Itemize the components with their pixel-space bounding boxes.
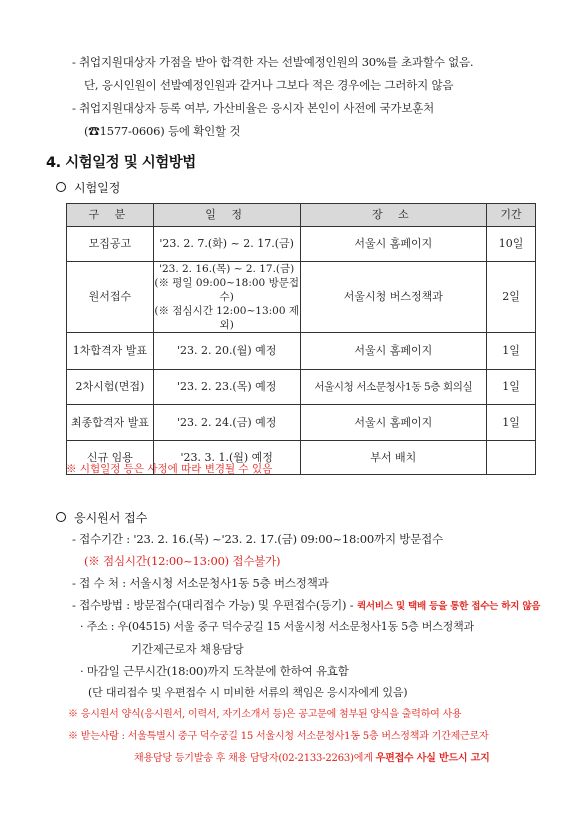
row-dates: '23. 3. 1.(월) 예정 — [153, 441, 300, 475]
table-header-row — [67, 204, 536, 227]
row-dates-line: (※ 평일 09:00~18:00 방문접수) — [154, 277, 299, 303]
row-place: 서울시 홈페이지 — [300, 227, 487, 262]
application-place: - 접 수 처 : 서울시청 서소문청사1동 5층 버스정책과 — [72, 576, 329, 590]
row-dates-line: (※ 점심시간 12:00~13:00 제외) — [154, 305, 299, 331]
method-warning: 퀵서비스 및 택배 등을 통한 접수는 하지 않음 — [356, 601, 541, 612]
row-dates: '23. 2. 23.(목) 예정 — [153, 370, 300, 405]
header-category: 구 분 — [67, 204, 154, 227]
address-line-1: · 주소 : 우(04515) 서울 중구 덕수궁길 15 서울시청 서소문청사1동 5층 버스정책과 — [80, 620, 474, 633]
section-4-title: 4. 시험일정 및 시험방법 — [46, 155, 196, 171]
row-dates: '23. 2. 20.(월) 예정 — [153, 333, 300, 370]
row-dates-line: '23. 2. 16.(목) ~ 2. 17.(금) — [159, 263, 295, 275]
circle-bullet-icon — [56, 182, 66, 192]
schedule-table — [66, 203, 536, 475]
form-note: ※ 응시원서 양식(응시원서, 이력서, 자기소개서 등)은 공고문에 첨부된 양식을 출력하여 사용 — [68, 709, 462, 720]
table-row — [67, 405, 536, 441]
row-place: 부서 배치 — [300, 441, 487, 475]
row-place: 서울시 홈페이지 — [300, 405, 487, 441]
intro-bullet-1-line-2: 단, 응시인원이 선발예정인원과 같거나 그보다 적은 경우에는 그러하지 않음 — [84, 78, 454, 92]
deadline-line: · 마감일 근무시간(18:00)까지 도착분에 한하여 유효함 — [80, 664, 349, 678]
header-dates: 일 정 — [153, 204, 300, 227]
recipient-line-2-text: 채용담당 등기발송 후 채용 담당자(02-2133-2263)에게 — [134, 753, 373, 764]
row-period: 2일 — [487, 262, 536, 333]
application-method — [72, 597, 540, 615]
row-category: 모집공고 — [67, 227, 154, 262]
address-line-2: 기간제근로자 채용담당 — [131, 642, 244, 656]
row-period: 1일 — [487, 405, 536, 441]
intro-bullet-1-line-1: - 취업지원대상자 가점을 받아 합격한 자는 선발예정인원의 30%를 초과할수 없음. — [72, 55, 474, 69]
circle-bullet-icon — [56, 512, 66, 522]
application-method-text: - 접수방법 : 방문접수(대리접수 가능) 및 우편접수(등기) - — [72, 598, 354, 612]
header-period: 기간 — [487, 204, 536, 227]
row-category: 원서접수 — [67, 262, 154, 333]
application-period: - 접수기간 : '23. 2. 16.(목) ~'23. 2. 17.(금) 09:00~18:00까지 방문접수 — [72, 532, 443, 546]
row-period — [487, 441, 536, 475]
application-heading — [56, 509, 147, 526]
intro-bullet-2-line-1: - 취업지원대상자 등록 여부, 가산비율은 응시자 본인이 사전에 국가보훈처 — [72, 101, 435, 115]
intro-bullet-2-line-2: (☎1577-0606) 등에 확인할 것 — [84, 124, 241, 138]
lunch-note: (※ 점심시간(12:00~13:00) 접수불가) — [84, 554, 281, 568]
recipient-line-1: ※ 받는사람 : 서울특별시 중구 덕수궁길 15 서울시청 서소문청사1동 5층 버스정책과 기간제근로자 — [68, 731, 489, 742]
table-row — [67, 333, 536, 370]
application-heading-label: 응시원서 접수 — [74, 511, 148, 525]
row-period: 10일 — [487, 227, 536, 262]
row-dates — [153, 262, 300, 333]
row-category: 1차합격자 발표 — [67, 333, 154, 370]
deadline-note: (단 대리접수 및 우편접수 시 미비한 서류의 책임은 응시자에게 있음) — [88, 686, 408, 699]
row-category: 2차시험(면접) — [67, 370, 154, 405]
recipient-line-2 — [134, 751, 490, 767]
schedule-heading — [56, 179, 120, 196]
row-period: 1일 — [487, 370, 536, 405]
row-place: 서울시청 서소문청사1동 5층 회의실 — [300, 370, 487, 405]
row-place: 서울시청 버스정책과 — [300, 262, 487, 333]
row-dates: '23. 2. 24.(금) 예정 — [153, 405, 300, 441]
row-category: 최종합격자 발표 — [67, 405, 154, 441]
schedule-heading-label: 시험일정 — [74, 181, 121, 195]
header-place: 장 소 — [300, 204, 487, 227]
row-dates: '23. 2. 7.(화) ~ 2. 17.(금) — [153, 227, 300, 262]
schedule-note: ※ 시험일정 등은 사정에 따라 변경될 수 있음 — [66, 463, 273, 475]
row-place: 서울시 홈페이지 — [300, 333, 487, 370]
table-row — [67, 370, 536, 405]
recipient-warning: 우편접수 사실 반드시 고지 — [375, 753, 490, 764]
table-row — [67, 227, 536, 262]
row-period: 1일 — [487, 333, 536, 370]
row-category: 신규 임용 — [67, 441, 154, 475]
table-row — [67, 262, 536, 333]
